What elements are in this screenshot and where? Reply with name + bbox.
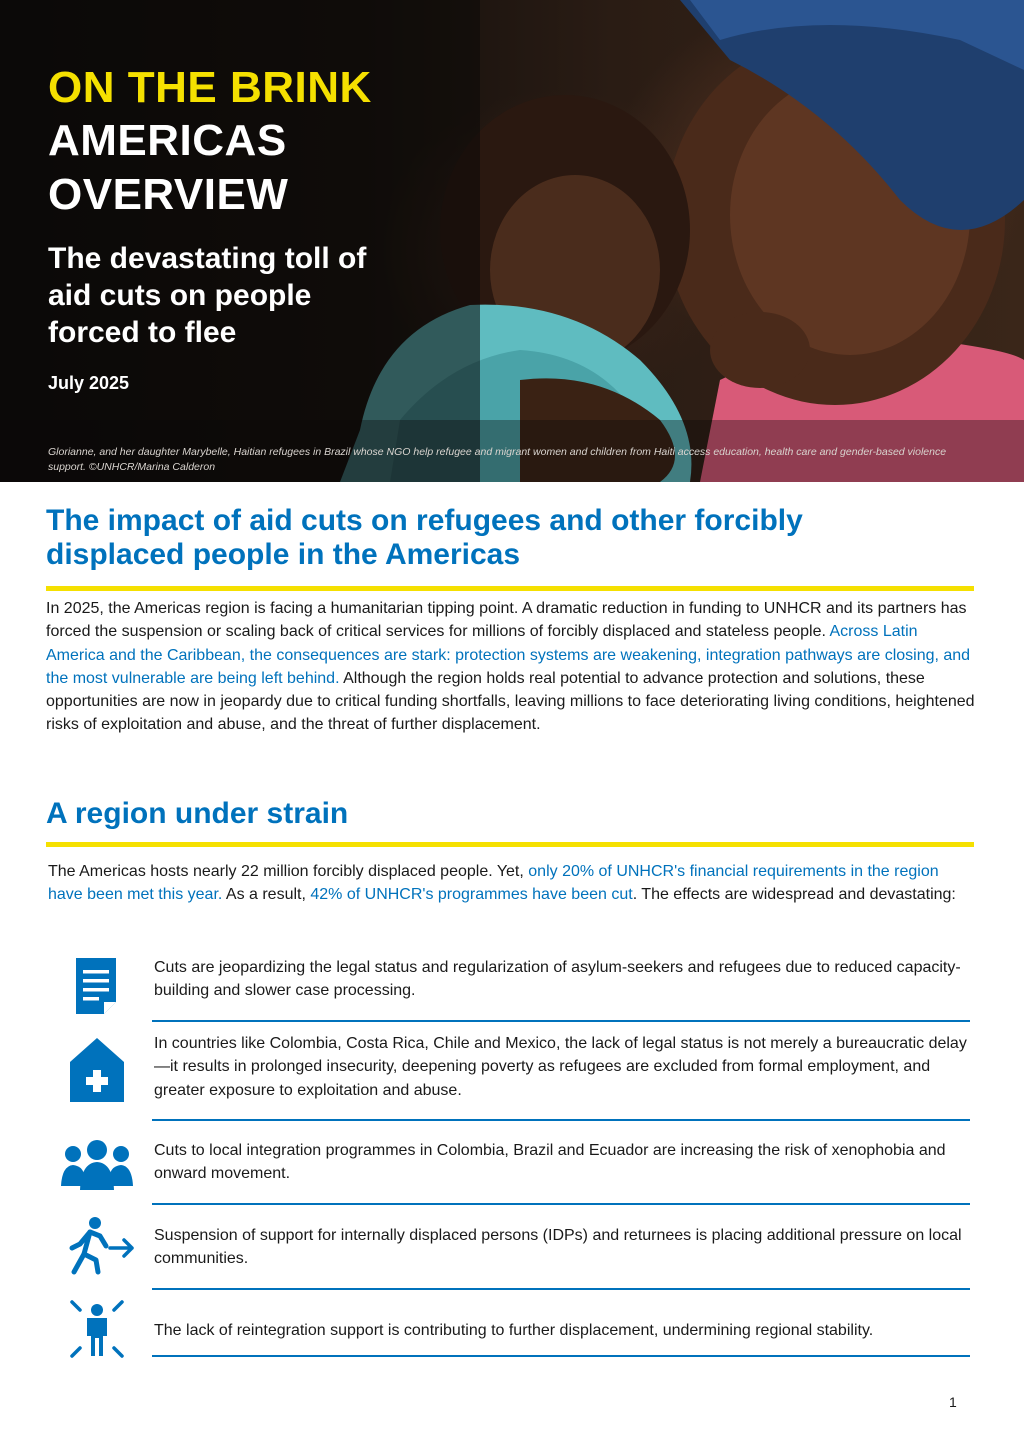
publication-date: July 2025 [48, 373, 130, 393]
document-icon [72, 956, 120, 1016]
region-text: As a result, [222, 886, 311, 904]
item-divider [152, 1355, 970, 1357]
item-divider [152, 1288, 970, 1290]
list-item: Cuts are jeopardizing the legal status and regularization of asylum-seekers and refugees due to reduced capacity-building and slower case processing. [154, 959, 961, 1000]
shelter-plus-icon [68, 1036, 126, 1104]
heading-divider [46, 586, 974, 591]
intro-text: In 2025, the Americas region is facing a humanitarian tipping point. A dramatic reduction in funding to UNHCR and its partners has forced the suspension or scaling back of critical services for millions of forcibly displaced and stateless people. [46, 600, 967, 641]
intro-paragraph [46, 597, 976, 737]
page-number: 1 [949, 1394, 957, 1410]
section-heading-impact: The impact of aid cuts on refugees and other forcibly displaced people in the Americas [46, 504, 803, 571]
intro-text-end: Although the region holds real potential to advance protection and solutions, these opportunities are now in jeopardy due to critical funding shortfalls, leaving millions to face deteriorating living conditions, heightened risks of exploitation and abuse, and the threat of further displacement. [46, 669, 975, 734]
programmes-cut-highlight: 42% of UNHCR's programmes have been cut [310, 886, 633, 904]
item-divider [152, 1119, 970, 1121]
hero-title: AMERICAS OVERVIEW [48, 116, 289, 219]
region-text: . The effects are widespread and devastating: [632, 886, 956, 904]
list-item: The lack of reintegration support is contributing to further displacement, undermining regional stability. [154, 1322, 874, 1339]
list-item: Cuts to local integration programmes in Colombia, Brazil and Ecuador are increasing the risk of xenophobia and onward movement. [154, 1142, 946, 1183]
person-moving-icon [66, 1216, 136, 1276]
region-paragraph [48, 860, 973, 907]
heading-divider [46, 842, 974, 847]
person-alert-icon [66, 1298, 128, 1360]
intro-highlight: Across Latin America and the Caribbean, the consequences are stark: protection systems are weakening, integration pathways are closing, and the most vulnerable are being left behind. [46, 623, 971, 687]
photo-caption: Glorianne, and her daughter Marybelle, Haitian refugees in Brazil whose NGO help refugee and migrant women and children from Haiti access education, health care and gender-based violence support. ©UNHCR/Marina Calderon [48, 446, 947, 473]
list-item: Suspension of support for internally displaced persons (IDPs) and returnees is placing additional pressure on local communities. [154, 1227, 962, 1268]
item-divider [152, 1020, 970, 1022]
hero-subtitle: The devastating toll of aid cuts on people forced to flee [48, 242, 367, 349]
people-group-icon [60, 1140, 134, 1192]
hero-banner [0, 0, 1024, 482]
item-divider [152, 1203, 970, 1205]
list-item: In countries like Colombia, Costa Rica, Chile and Mexico, the lack of legal status is not merely a bureaucratic delay—it results in prolonged insecurity, deepening poverty as refugees are excluded from formal employment, and greater exposure to exploitation and abuse. [154, 1035, 967, 1099]
hero-title-highlight: ON THE BRINK [48, 63, 372, 112]
region-text: The Americas hosts nearly 22 million forcibly displaced people. Yet, [48, 863, 529, 880]
section-heading-region: A region under strain [46, 797, 349, 830]
hero-text-block [48, 62, 468, 394]
funding-highlight: only 20% of UNHCR's financial requirements in the region have been met this year. [48, 863, 939, 904]
